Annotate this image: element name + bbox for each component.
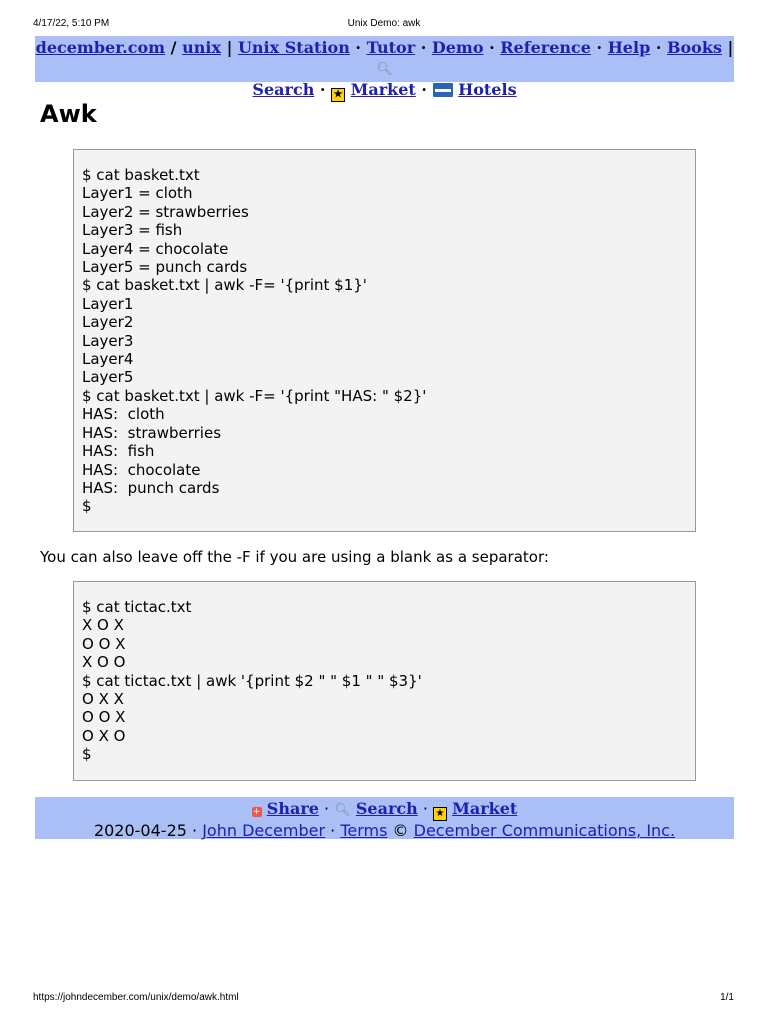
nav-link-home[interactable]: december.com: [35, 38, 166, 57]
nav-dot: ·: [319, 80, 326, 99]
nav-dot: ·: [355, 38, 361, 57]
page-title: Awk: [40, 100, 97, 128]
nav-link-demo[interactable]: Demo: [431, 38, 484, 57]
hotel-bed-icon: [433, 83, 453, 97]
market-star-icon: ★: [433, 807, 447, 821]
print-datetime: 4/17/22, 5:10 PM: [33, 18, 110, 29]
nav-dot: ·: [420, 38, 427, 57]
market-star-icon: ★: [331, 88, 345, 102]
nav-dot: ·: [489, 38, 495, 57]
copyright-symbol: ©: [392, 821, 409, 840]
nav-link-search[interactable]: Search: [252, 80, 315, 99]
footer-link-author[interactable]: John December: [202, 821, 326, 840]
nav-dot: ·: [596, 38, 603, 57]
footer-link-terms[interactable]: Terms: [340, 821, 388, 840]
nav-link-unix-station[interactable]: Unix Station: [237, 38, 350, 57]
footer-link-share[interactable]: Share: [266, 799, 319, 818]
print-title: Unix Demo: awk: [347, 18, 421, 29]
nav-dot: ·: [655, 38, 662, 57]
nav-link-tutor[interactable]: Tutor: [366, 38, 416, 57]
nav-bar-separator: |: [226, 38, 233, 57]
footer-dot: ·: [330, 821, 336, 840]
search-icon: 🔍︎: [334, 803, 351, 818]
footer-dot: ·: [324, 799, 330, 818]
code-block-tictac: $ cat tictac.txt X O X O O X X O O $ cat tictac.txt | awk '{print $2 " " $1 " " $3}' O X X O O X O X O $: [73, 581, 696, 781]
nav-link-unix[interactable]: unix: [182, 38, 221, 57]
footer-dot: ·: [422, 799, 428, 818]
nav-link-books[interactable]: Books: [666, 38, 722, 57]
nav-link-help[interactable]: Help: [607, 38, 651, 57]
nav-link-market[interactable]: Market: [350, 80, 416, 99]
share-icon: +: [252, 807, 261, 817]
print-page-count: 1/1: [720, 992, 734, 1003]
footer-date: 2020-04-25: [93, 821, 187, 840]
paragraph-separator-note: You can also leave off the -F if you are using a blank as a separator:: [40, 548, 549, 566]
print-header: [0, 18, 768, 32]
nav-link-hotels[interactable]: Hotels: [458, 80, 517, 99]
footer-dot: ·: [192, 821, 198, 840]
print-url: https://johndecember.com/unix/demo/awk.html: [33, 992, 239, 1003]
top-navigation-bar: [35, 36, 734, 100]
code-block-basket: $ cat basket.txt Layer1 = cloth Layer2 = strawberries Layer3 = fish Layer4 = chocolate Layer5 = punch cards $ cat basket.txt | awk -F= '{print $1}' Layer1 Layer2 Layer3 Layer4 Layer5 $ cat basket.txt | awk -F= '{print "HAS: " $2}' HAS: cloth HAS: strawberries HAS: fish HAS: chocolate HAS: punch cards $: [73, 149, 696, 532]
footer-link-search[interactable]: Search: [355, 799, 418, 818]
page-footer: [35, 797, 734, 839]
search-icon: 🔍︎: [376, 62, 393, 77]
nav-dot: ·: [421, 80, 427, 99]
footer-link-company[interactable]: December Communications, Inc.: [413, 821, 676, 840]
nav-bar-separator: |: [727, 38, 734, 57]
nav-slash: /: [170, 38, 177, 57]
footer-link-market[interactable]: Market: [452, 799, 518, 818]
nav-link-reference[interactable]: Reference: [500, 38, 591, 57]
